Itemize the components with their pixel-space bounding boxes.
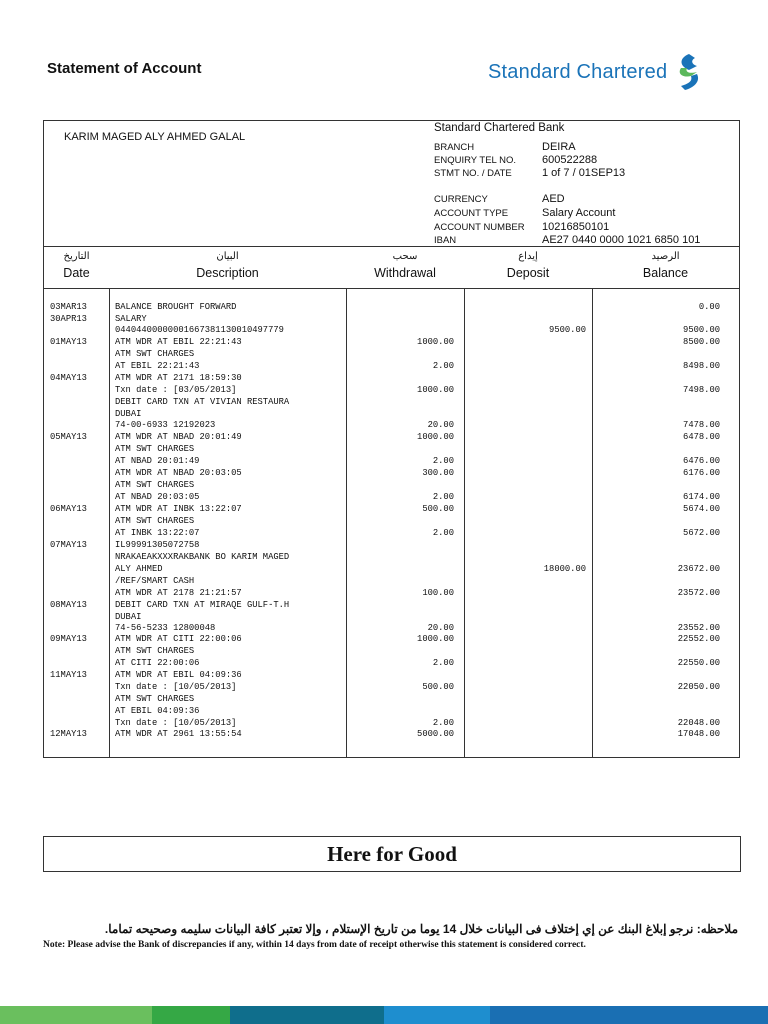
row-description: 74-00-6933 12192023	[115, 420, 216, 430]
row-withdrawal: 2.00	[432, 361, 454, 371]
row-balance: 23672.00	[677, 564, 720, 574]
row-withdrawal: 2.00	[432, 492, 454, 502]
row-date: 11MAY13	[50, 670, 87, 680]
table-row	[44, 694, 739, 705]
row-description: AT INBK 13:22:07	[115, 528, 200, 538]
row-withdrawal: 2.00	[432, 658, 454, 668]
row-description: AT EBIL 22:21:43	[115, 361, 200, 371]
row-deposit: 9500.00	[549, 325, 586, 335]
table-row	[44, 504, 739, 515]
row-date: 09MAY13	[50, 634, 87, 644]
table-row	[44, 325, 739, 336]
row-balance: 22050.00	[677, 682, 720, 692]
row-description: Txn date : [10/05/2013]	[115, 682, 237, 692]
table-row	[44, 516, 739, 527]
row-description: SALARY	[115, 314, 147, 324]
row-withdrawal: 5000.00	[417, 729, 454, 739]
logo-text: Standard Chartered	[488, 60, 668, 83]
table-row	[44, 480, 739, 491]
table-row	[44, 706, 739, 717]
table-row	[44, 623, 739, 634]
column-header-date: التاريخ Date	[63, 251, 90, 280]
table-row	[44, 302, 739, 313]
row-balance: 7498.00	[683, 385, 720, 395]
row-description: 74-56-5233 12800048	[115, 623, 216, 633]
row-withdrawal: 100.00	[422, 588, 454, 598]
row-withdrawal: 1000.00	[417, 634, 454, 644]
row-description: ATM SWT CHARGES	[115, 349, 195, 359]
standard-chartered-mark-icon	[675, 52, 703, 92]
row-description: ALY AHMED	[115, 564, 163, 574]
column-header-withdrawal: سحب Withdrawal	[374, 251, 436, 280]
tagline-box: Here for Good	[43, 836, 741, 872]
row-description: /REF/SMART CASH	[115, 576, 195, 586]
row-withdrawal: 1000.00	[417, 385, 454, 395]
color-bar-segment	[152, 1006, 230, 1024]
info-account-type: ACCOUNT TYPE Salary Account	[434, 207, 616, 219]
table-row	[44, 612, 739, 623]
row-date: 03MAR13	[50, 302, 87, 312]
table-row	[44, 576, 739, 587]
row-description: AT EBIL 04:09:36	[115, 706, 200, 716]
row-description: ATM WDR AT CITI 22:00:06	[115, 634, 242, 644]
row-balance: 22550.00	[677, 658, 720, 668]
column-header-deposit: إيداع Deposit	[506, 251, 550, 280]
row-description: Txn date : [03/05/2013]	[115, 385, 237, 395]
row-description: ATM WDR AT NBAD 20:03:05	[115, 468, 242, 478]
row-description: DEBIT CARD TXN AT MIRAQE GULF-T.H	[115, 600, 290, 610]
row-balance: 8500.00	[683, 337, 720, 347]
row-description: ATM WDR AT NBAD 20:01:49	[115, 432, 242, 442]
row-balance: 6176.00	[683, 468, 720, 478]
row-date: 05MAY13	[50, 432, 87, 442]
table-row	[44, 314, 739, 325]
bank-name: Standard Chartered Bank	[434, 122, 565, 134]
row-balance: 6478.00	[683, 432, 720, 442]
note-english: Note: Please advise the Bank of discrepancies if any, within 14 days from date of receipt otherwise this statement is considered correct.	[43, 940, 586, 950]
row-balance: 5672.00	[683, 528, 720, 538]
table-row	[44, 373, 739, 384]
row-description: AT NBAD 20:01:49	[115, 456, 200, 466]
table-row	[44, 670, 739, 681]
color-bar-segment	[384, 1006, 490, 1024]
row-balance: 23552.00	[677, 623, 720, 633]
row-balance: 8498.00	[683, 361, 720, 371]
row-date: 08MAY13	[50, 600, 87, 610]
table-row	[44, 729, 739, 740]
row-deposit: 18000.00	[543, 564, 586, 574]
row-withdrawal: 2.00	[432, 528, 454, 538]
row-description: 04404400000001667381130010497779	[115, 325, 284, 335]
table-row	[44, 420, 739, 431]
row-description: ATM WDR AT 2961 13:55:54	[115, 729, 242, 739]
row-description: AT NBAD 20:03:05	[115, 492, 200, 502]
info-enquiry-tel: ENQUIRY TEL NO. 600522288	[434, 154, 598, 166]
row-withdrawal: 20.00	[427, 420, 454, 430]
row-description: ATM SWT CHARGES	[115, 694, 195, 704]
row-date: 30APR13	[50, 314, 87, 324]
row-withdrawal: 500.00	[422, 682, 454, 692]
footer-color-bar	[0, 1006, 768, 1024]
page-title: Statement of Account	[47, 60, 202, 77]
row-withdrawal: 20.00	[427, 623, 454, 633]
row-withdrawal: 300.00	[422, 468, 454, 478]
row-withdrawal: 2.00	[432, 456, 454, 466]
table-row	[44, 468, 739, 479]
table-row	[44, 385, 739, 396]
header-divider	[44, 246, 739, 247]
row-date: 04MAY13	[50, 373, 87, 383]
column-header-description: البيان Description	[196, 251, 259, 280]
table-row	[44, 349, 739, 360]
table-row	[44, 682, 739, 693]
info-currency: CURRENCY AED	[434, 193, 565, 205]
row-description: ATM SWT CHARGES	[115, 646, 195, 656]
row-description: ATM WDR AT INBK 13:22:07	[115, 504, 242, 514]
row-balance: 5674.00	[683, 504, 720, 514]
row-description: ATM SWT CHARGES	[115, 516, 195, 526]
row-balance: 0.00	[698, 302, 720, 312]
row-description: BALANCE BROUGHT FORWARD	[115, 302, 237, 312]
table-row	[44, 564, 739, 575]
table-row	[44, 600, 739, 611]
table-row	[44, 718, 739, 729]
row-balance: 17048.00	[677, 729, 720, 739]
color-bar-segment	[230, 1006, 384, 1024]
row-description: AT CITI 22:00:06	[115, 658, 200, 668]
account-holder-name: KARIM MAGED ALY AHMED GALAL	[64, 131, 246, 143]
row-description: DUBAI	[115, 409, 142, 419]
row-withdrawal: 1000.00	[417, 337, 454, 347]
row-balance: 6174.00	[683, 492, 720, 502]
table-row	[44, 456, 739, 467]
row-description: IL99991305072758	[115, 540, 200, 550]
row-balance: 7478.00	[683, 420, 720, 430]
table-row	[44, 397, 739, 408]
row-description: ATM WDR AT EBIL 22:21:43	[115, 337, 242, 347]
row-balance: 6476.00	[683, 456, 720, 466]
row-withdrawal: 1000.00	[417, 432, 454, 442]
color-bar-segment	[490, 1006, 768, 1024]
column-header-balance: الرصيد Balance	[642, 251, 689, 280]
row-description: ATM WDR AT 2178 21:21:57	[115, 588, 242, 598]
row-withdrawal: 500.00	[422, 504, 454, 514]
row-date: 06MAY13	[50, 504, 87, 514]
row-date: 01MAY13	[50, 337, 87, 347]
statement-box	[43, 120, 740, 758]
row-description: ATM SWT CHARGES	[115, 444, 195, 454]
row-description: NRAKAEAKXXXRAKBANK BO KARIM MAGED	[115, 552, 290, 562]
row-balance: 22552.00	[677, 634, 720, 644]
table-row	[44, 361, 739, 372]
table-row	[44, 492, 739, 503]
row-description: DEBIT CARD TXN AT VIVIAN RESTAURA	[115, 397, 290, 407]
table-row	[44, 409, 739, 420]
table-row	[44, 588, 739, 599]
color-bar-segment	[0, 1006, 152, 1024]
row-balance: 22048.00	[677, 718, 720, 728]
row-balance: 9500.00	[683, 325, 720, 335]
bank-logo	[488, 52, 703, 92]
info-iban: IBAN AE27 0440 0000 1021 6850 101	[434, 234, 701, 246]
column-header-divider	[44, 288, 739, 289]
row-date: 07MAY13	[50, 540, 87, 550]
table-row	[44, 540, 739, 551]
table-row	[44, 444, 739, 455]
row-balance: 23572.00	[677, 588, 720, 598]
table-row	[44, 634, 739, 645]
row-date: 12MAY13	[50, 729, 87, 739]
table-row	[44, 646, 739, 657]
row-description: DUBAI	[115, 612, 142, 622]
table-row	[44, 432, 739, 443]
row-withdrawal: 2.00	[432, 718, 454, 728]
row-description: ATM SWT CHARGES	[115, 480, 195, 490]
table-row	[44, 552, 739, 563]
info-stmt-no-date: STMT NO. / DATE 1 of 7 / 01SEP13	[434, 167, 626, 179]
info-branch: BRANCH DEIRA	[434, 141, 576, 153]
row-description: ATM WDR AT EBIL 04:09:36	[115, 670, 242, 680]
table-row	[44, 528, 739, 539]
table-row	[44, 658, 739, 669]
table-row	[44, 337, 739, 348]
row-description: Txn date : [10/05/2013]	[115, 718, 237, 728]
note-arabic: ملاحظه: نرجو إبلاغ البنك عن إي إختلاف فى البيانات خلال 14 يوما من تاريخ الإستلام ، وإلا تعتبر كافة البيانات سليمه وصحيحه تماما.	[104, 922, 738, 936]
info-account-number: ACCOUNT NUMBER 10216850101	[434, 221, 610, 233]
row-description: ATM WDR AT 2171 18:59:30	[115, 373, 242, 383]
